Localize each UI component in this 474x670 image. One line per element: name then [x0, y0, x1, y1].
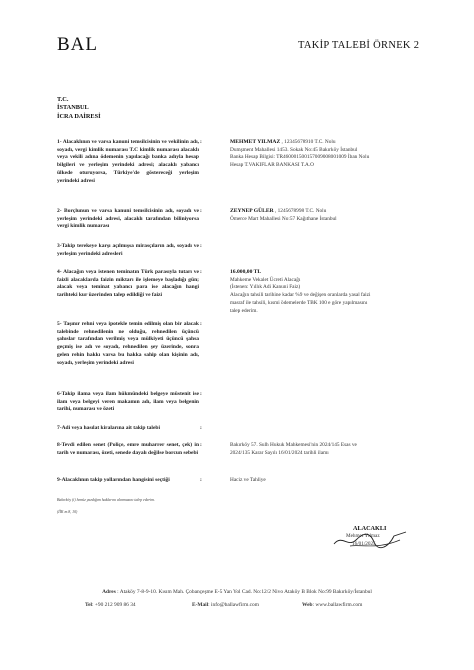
row-4-line-5: masraf ile tahsili, kısmi ödemelerde TBK 100 e göre yapılmasını — [230, 299, 368, 306]
row-4-amount: 16.000,00 TL — [230, 269, 262, 275]
row-1-colon: : — [200, 139, 202, 145]
row-4-line-4: Alacağın tahsili tarihine kadar %9 ve değişen oranlarda yasal faizi — [230, 292, 371, 299]
note-1: Bakırköy (i) henüz yazdığım haklarını alınmasını talep ederim. — [57, 498, 155, 502]
footer-tel: Tel : +90 212 909 86 34 — [85, 602, 136, 608]
row-8-line-2: 2024/135 Karar Sayılı 16/01/2024 tarihli ilamı — [230, 449, 329, 456]
row-1-line-4: Hesap T.VAKIFLAR BANKASI T.A.O — [230, 162, 314, 169]
court-line-2: İSTANBUL — [57, 104, 89, 112]
signer-role: ALACAKLI — [353, 525, 387, 532]
row-2-label: 2- Borçlunun ve varsa kanuni temsilcisinin adı, soyadı ve yerleşim yerindeki adresi, alacaklı tarafından biliniyorsa vergi kimlik numarası — [57, 208, 199, 230]
row-4-label: 4- Alacağın veya istenen teminatın Türk parasıyla tutarı ve faizli alacaklarda faizin miktarı ile işlemeye başladığı gün; alacak veya teminat yabancı para ise alacağın hangi tarihteki kur üzerinden talep edildiği ve faizi — [57, 269, 199, 299]
row-9-colon: : — [200, 477, 202, 483]
firm-logo: BAL — [57, 34, 98, 55]
row-2-value — [230, 208, 440, 223]
footer-web[interactable]: Web : www.ballawfirm.com — [302, 602, 363, 608]
row-1-line-2: Dumşment Mahallesi 1453. Sokak No:45 Bakırköy İstanbul — [230, 146, 358, 153]
signer-name: Mehmet Yılmaz — [346, 533, 380, 539]
court-heading — [57, 96, 101, 121]
note-2: (İİK m.8, 10) — [57, 510, 78, 514]
row-4-colon: : — [200, 269, 202, 275]
row-8-label: 8-Tevdi edilen senet (Poliçe, emre muharrer senet, çek) in tarih ve numarası, özeti, senede dayalı değilse borcun sebebi — [57, 442, 199, 456]
row-7-label: 7-Adi veya hasılat kiralarına ait takip talebi — [57, 425, 160, 431]
row-9-line-1: Haciz ve Tahliye — [230, 477, 266, 483]
row-4-value — [230, 269, 440, 315]
row-4-line-2: Mahkeme Vekalet Ücreti Alacağı — [230, 276, 301, 283]
row-8-colon: : — [200, 442, 202, 448]
row-3-colon: : — [200, 243, 202, 249]
document-title: TAKİP TALEBİ ÖRNEK 2 — [298, 40, 420, 51]
row-6-colon: : — [200, 391, 202, 397]
court-line-3: İCRA DAİRESİ — [57, 112, 101, 120]
row-1-line-3: Banka Hesap Bilgisi: TR460001500157009008001009 İban Nolu — [230, 154, 370, 161]
row-3-label: 3-Takip terekeye karşı açılmışsa mirasçıların adı, soyadı ve yerleşim yerindeki adresleri — [57, 243, 199, 257]
court-line-1: T.C. — [57, 96, 69, 103]
row-1-line-1: MEHMET YILMAZ , 12345678910 T.C. Nolu — [230, 139, 336, 145]
row-8-value — [230, 442, 440, 457]
footer-address — [0, 589, 474, 595]
row-4-line-6: talep ederim. — [230, 307, 258, 314]
row-5-label: 5- Taşınır rehni veya ipotekle temin edilmiş olan bir alacak talebinde rehnedilenin ne olduğu, rehnedilen üçüncü şahıslar tarafından verilmiş veya mülkiyeti üçüncü şahsa geçmiş ise adı ve soyadı, rehnedilen şey üzerinde, sonra gelen rehin hakkı varsa bu hakka sahip olan kişinin adı, soyadı, yerleşim yerindeki adresi — [57, 321, 199, 366]
row-7-colon: : — [200, 425, 202, 431]
row-2-line-2: Ömerce Mart Mahallesi No:57 Kağıthane İstanbul — [230, 215, 337, 222]
footer-email[interactable]: E-Mail : info@ballawfirm.com — [192, 602, 259, 608]
row-6-label: 6-Takip ilama veya ilam hükmündeki belgeye müstenit ise ilam veya belgeyi veren makamın adı, ilam veya belgenin tarihi, numarası ve özeti — [57, 391, 199, 413]
handwritten-signature — [330, 526, 410, 554]
signer-date: 16/01/2025 — [352, 541, 376, 547]
row-8-line-1: Bakırköy 57. Sulh Hukuk Mahkemesi'nin 2024/145 Esas ve — [230, 442, 357, 448]
row-9-label: 9-Alacaklının takip yollarından hangisini seçtiği — [57, 477, 170, 483]
row-4-line-3: (İstenen: Yıllık Adi Kanuni Faiz) — [230, 284, 301, 291]
row-1-label: 1- Alacaklının ve varsa kanuni temsilcisinin ve vekilinin adı, soyadı, vergi kimlik numarası T.C kimlik numarası alacaklı veya vekili adına ödemenin yapılacağı banka adıyla hesap bilgileri ve yerleşim yerindeki adresi; alacaklı yabancı ülkede oturuyorsa, Türkiye'de göstereceği yerleşim yerindeki adresi — [57, 139, 199, 184]
row-5-colon: : — [200, 321, 202, 327]
footer-address-label: Adres — [102, 589, 116, 595]
row-2-line-1: ZEYNEP GÜLER , 1245678998 T.C. Nolu — [230, 208, 327, 214]
row-2-colon: : — [200, 208, 202, 214]
footer-address-value: : Ataköy 7-8-9-10. Kısım Mah. Çobançeşme E-5 Yan Yol Cad. No:12/2 Nivo Ataköy B Blok No:99 Bakırköy/İstanbul — [115, 589, 372, 595]
row-9-value — [230, 477, 440, 485]
row-1-value — [230, 139, 440, 170]
